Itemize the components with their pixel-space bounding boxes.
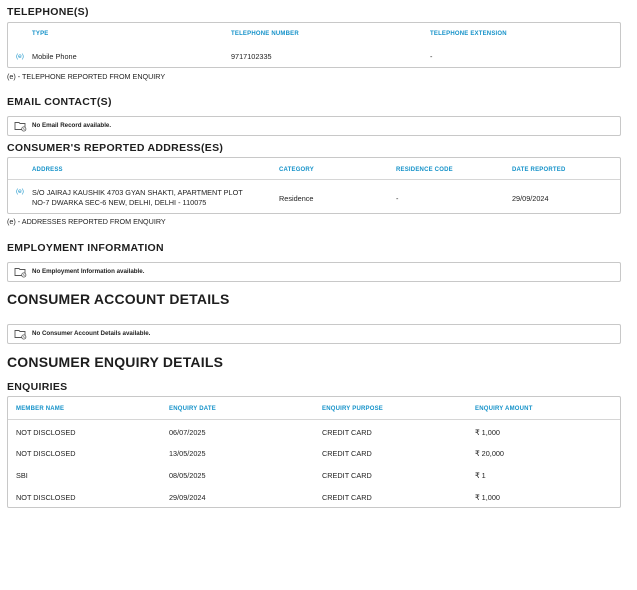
- telephone-header-type: TYPE: [32, 31, 49, 37]
- telephone-header-extension: TELEPHONE EXTENSION: [430, 31, 507, 37]
- enquiry-amount: ₹ 1,000: [475, 493, 500, 502]
- employment-empty-box: [7, 262, 621, 282]
- enquiry-member: NOT DISCLOSED: [16, 428, 76, 437]
- address-line-2: NO-7 DWARKA SEC-6 NEW, DELHI, DELHI - 110075: [32, 198, 207, 207]
- employment-empty-message: No Employment Information available.: [32, 268, 145, 275]
- enquiry-purpose: CREDIT CARD: [322, 471, 372, 480]
- enquiry-member: NOT DISCLOSED: [16, 493, 76, 502]
- account-section-title: CONSUMER ACCOUNT DETAILS: [7, 291, 230, 307]
- enquiry-date: 13/05/2025: [169, 449, 206, 458]
- address-header-residence-code: RESIDENCE CODE: [396, 167, 453, 173]
- telephone-header-number: TELEPHONE NUMBER: [231, 31, 299, 37]
- account-empty-message: No Consumer Account Details available.: [32, 330, 151, 337]
- enquiry-member: NOT DISCLOSED: [16, 449, 76, 458]
- header-divider: [8, 179, 620, 180]
- enquiry-member: SBI: [16, 471, 28, 480]
- address-header-category: CATEGORY: [279, 167, 314, 173]
- email-section-title: EMAIL CONTACT(S): [7, 96, 112, 108]
- employment-section-title: EMPLOYMENT INFORMATION: [7, 242, 164, 254]
- enquiries-subtitle: ENQUIRIES: [7, 381, 68, 393]
- enquiry-purpose: CREDIT CARD: [322, 449, 372, 458]
- address-header-address: ADDRESS: [32, 167, 63, 173]
- enquiry-purpose: CREDIT CARD: [322, 493, 372, 502]
- enquiry-amount: ₹ 20,000: [475, 449, 504, 458]
- enquiry-header-member: MEMBER NAME: [16, 406, 65, 412]
- empty-folder-icon: [14, 266, 27, 278]
- address-table: [7, 157, 621, 214]
- enquiry-date: 29/09/2024: [169, 493, 206, 502]
- telephone-type: Mobile Phone: [32, 52, 77, 61]
- enquiry-section-title: CONSUMER ENQUIRY DETAILS: [7, 354, 224, 370]
- enquiry-amount: ₹ 1: [475, 471, 486, 480]
- email-empty-box: [7, 116, 621, 136]
- enquiry-date: 06/07/2025: [169, 428, 206, 437]
- empty-folder-icon: [14, 120, 27, 132]
- enquiry-purpose: CREDIT CARD: [322, 428, 372, 437]
- empty-folder-icon: [14, 328, 27, 340]
- address-header-date: DATE REPORTED: [512, 167, 566, 173]
- telephone-table: [7, 22, 621, 68]
- enquiry-tag: (e): [16, 188, 24, 195]
- telephone-note: (e) - TELEPHONE REPORTED FROM ENQUIRY: [7, 72, 166, 81]
- telephone-number: 9717102335: [231, 52, 272, 61]
- enquiry-table: [7, 396, 621, 508]
- enquiry-amount: ₹ 1,000: [475, 428, 500, 437]
- address-category: Residence: [279, 194, 314, 203]
- address-note: (e) - ADDRESSES REPORTED FROM ENQUIRY: [7, 217, 166, 226]
- telephone-extension: -: [430, 52, 433, 61]
- enquiry-tag: (e): [16, 53, 24, 60]
- address-line-1: S/O JAIRAJ KAUSHIK 4703 GYAN SHAKTI, APARTMENT PLOT: [32, 188, 243, 197]
- header-divider: [8, 419, 620, 420]
- enquiry-header-purpose: ENQUIRY PURPOSE: [322, 406, 384, 412]
- enquiry-header-date: ENQUIRY DATE: [169, 406, 216, 412]
- address-residence-code: -: [396, 194, 399, 203]
- address-date: 29/09/2024: [512, 194, 549, 203]
- telephone-section-title: TELEPHONE(S): [7, 6, 89, 18]
- enquiry-header-amount: ENQUIRY AMOUNT: [475, 406, 533, 412]
- account-empty-box: [7, 324, 621, 344]
- address-section-title: CONSUMER'S REPORTED ADDRESS(ES): [7, 142, 224, 154]
- enquiry-date: 08/05/2025: [169, 471, 206, 480]
- email-empty-message: No Email Record available.: [32, 122, 112, 129]
